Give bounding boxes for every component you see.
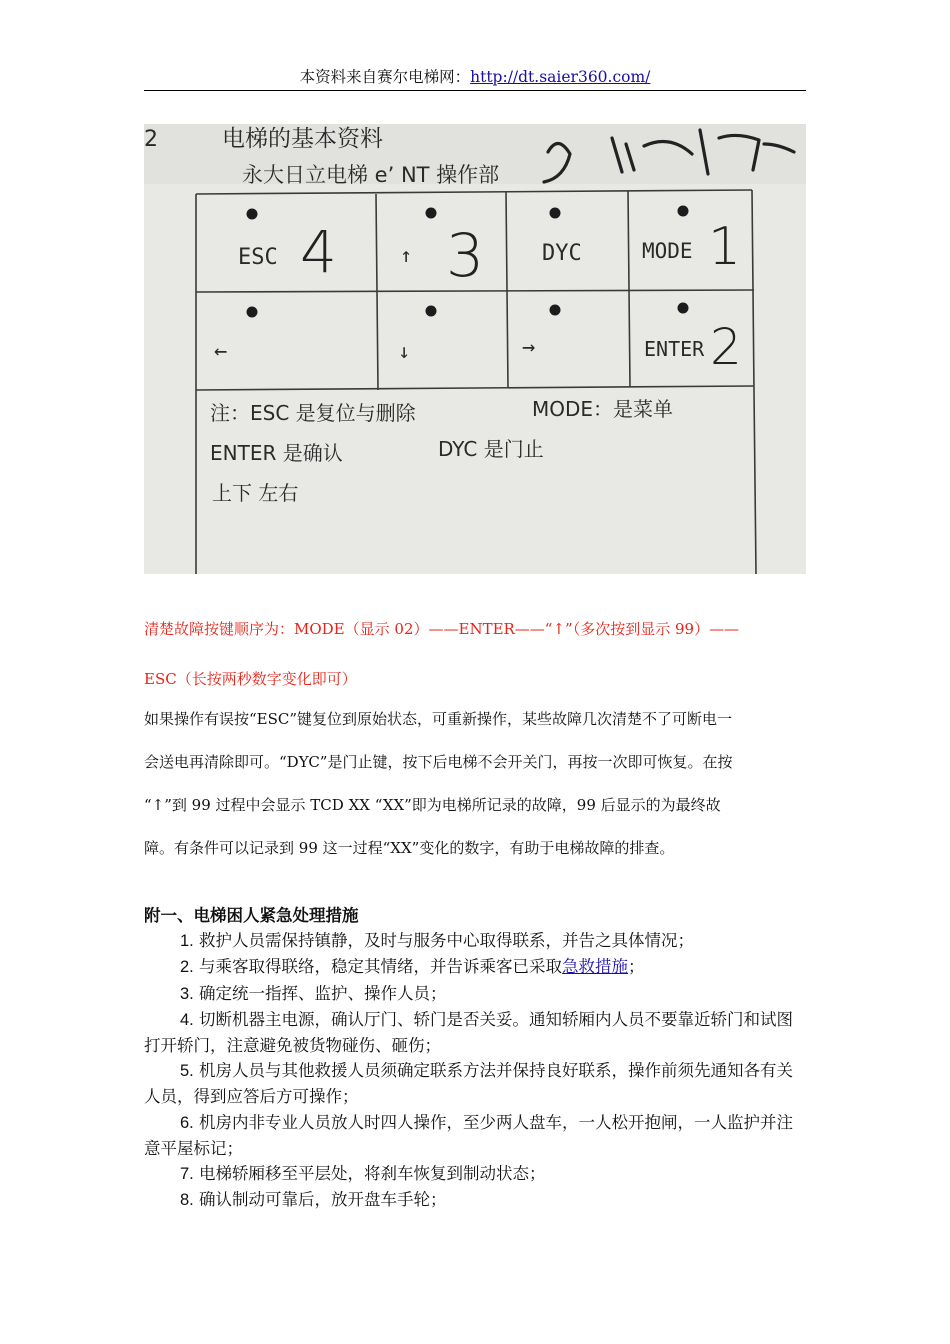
list-item: 8. 确认制动可靠后，放开盘车手轮； [180, 1190, 447, 1210]
list-item: 3. 确定统一指挥、监护、操作人员； [180, 983, 447, 1003]
key-dyc-label: DYC [542, 241, 582, 266]
key-mode-label: MODE [642, 239, 693, 263]
key-enter-label: ENTER [644, 337, 705, 361]
header-source-text: 本资料来自赛尔电梯网： [299, 68, 471, 86]
key-esc-label: ESC [238, 245, 278, 270]
clear-fault-sequence: 清楚故障按键顺序为：MODE（显示 02）——ENTER——“↑”（多次按到显示 99）—— [144, 620, 740, 638]
list-item: 4. 切断机器主电源，确认厅门、轿门是否关妥。通知轿厢内人员不要靠近轿门和试图打开轿门，注意避免被货物碰伤、砸伤； [144, 1009, 794, 1056]
first-aid-link[interactable]: 急救措施 [562, 957, 629, 977]
section-title: 附一、电梯困人紧急处理措施 [144, 906, 359, 925]
body-line: “↑”到 99 过程中会显示 TCD XX “XX”即为电梯所记录的故障，99 后显示的为最终故 [144, 796, 721, 814]
emergency-section [144, 903, 808, 1213]
note-line-2b: DYC 是门止 [438, 437, 544, 461]
key-left-label: ← [214, 339, 228, 364]
note-line-2a: ENTER 是确认 [210, 441, 343, 465]
handwritten-number-mode: 1 [708, 217, 742, 277]
handwritten-number-enter: 2 [710, 318, 742, 376]
clear-fault-sequence-cont: ESC（长按两秒数字变化即可） [144, 670, 357, 688]
body-paragraph [144, 698, 808, 870]
handwritten-number-up: 3 [446, 221, 485, 291]
list-item: 7. 电梯轿厢移至平层处，将刹车恢复到制动状态； [180, 1164, 546, 1184]
operation-panel-photo [144, 124, 806, 574]
list-item: 5. 机房人员与其他救援人员须确定联系方法并保持良好联系，操作前须先通知各有关人员，得到应答后方可操作； [144, 1061, 794, 1107]
body-line: 如果操作有误按“ESC”键复位到原始状态，可重新操作，某些故障几次清楚不了可断电一 [144, 710, 733, 728]
card-subtitle: 永大日立电梯 e’ NT 操作部 [242, 163, 500, 187]
list-item: 2. 与乘客取得联络，稳定其情绪，并告诉乘客已采取急救措施； [180, 957, 645, 977]
body-line: 会送电再清除即可。“DYC”是门止键，按下后电梯不会开关门，再按一次即可恢复。在按 [144, 753, 733, 771]
header-source-link[interactable]: http://dt.saier360.com/ [470, 68, 651, 86]
key-right-label: → [522, 335, 536, 360]
operation-panel-drawing [144, 124, 806, 574]
body-line: 障。有条件可以记录到 99 这一过程“XX”变化的数字，有助于电梯故障的排查。 [144, 839, 675, 857]
note-line-1b: MODE：是菜单 [532, 397, 674, 421]
page-header [144, 66, 806, 91]
list-item: 1. 救护人员需保持镇静，及时与服务中心取得联系，并告之具体情况； [180, 931, 695, 951]
note-line-3: 上下 左右 [212, 481, 299, 505]
card-title: 电梯的基本资料 [222, 126, 383, 152]
margin-mark: 2 [144, 127, 158, 152]
handwritten-number-esc: 4 [300, 218, 337, 286]
note-line-1a: 注：ESC 是复位与删除 [210, 401, 416, 425]
key-down-label: ↓ [398, 339, 411, 363]
list-item: 6. 机房内非专业人员放人时四人操作，至少两人盘车，一人松开抱闸，一人监护并注意平屋标记； [144, 1112, 794, 1158]
key-up-label: ↑ [400, 243, 413, 267]
